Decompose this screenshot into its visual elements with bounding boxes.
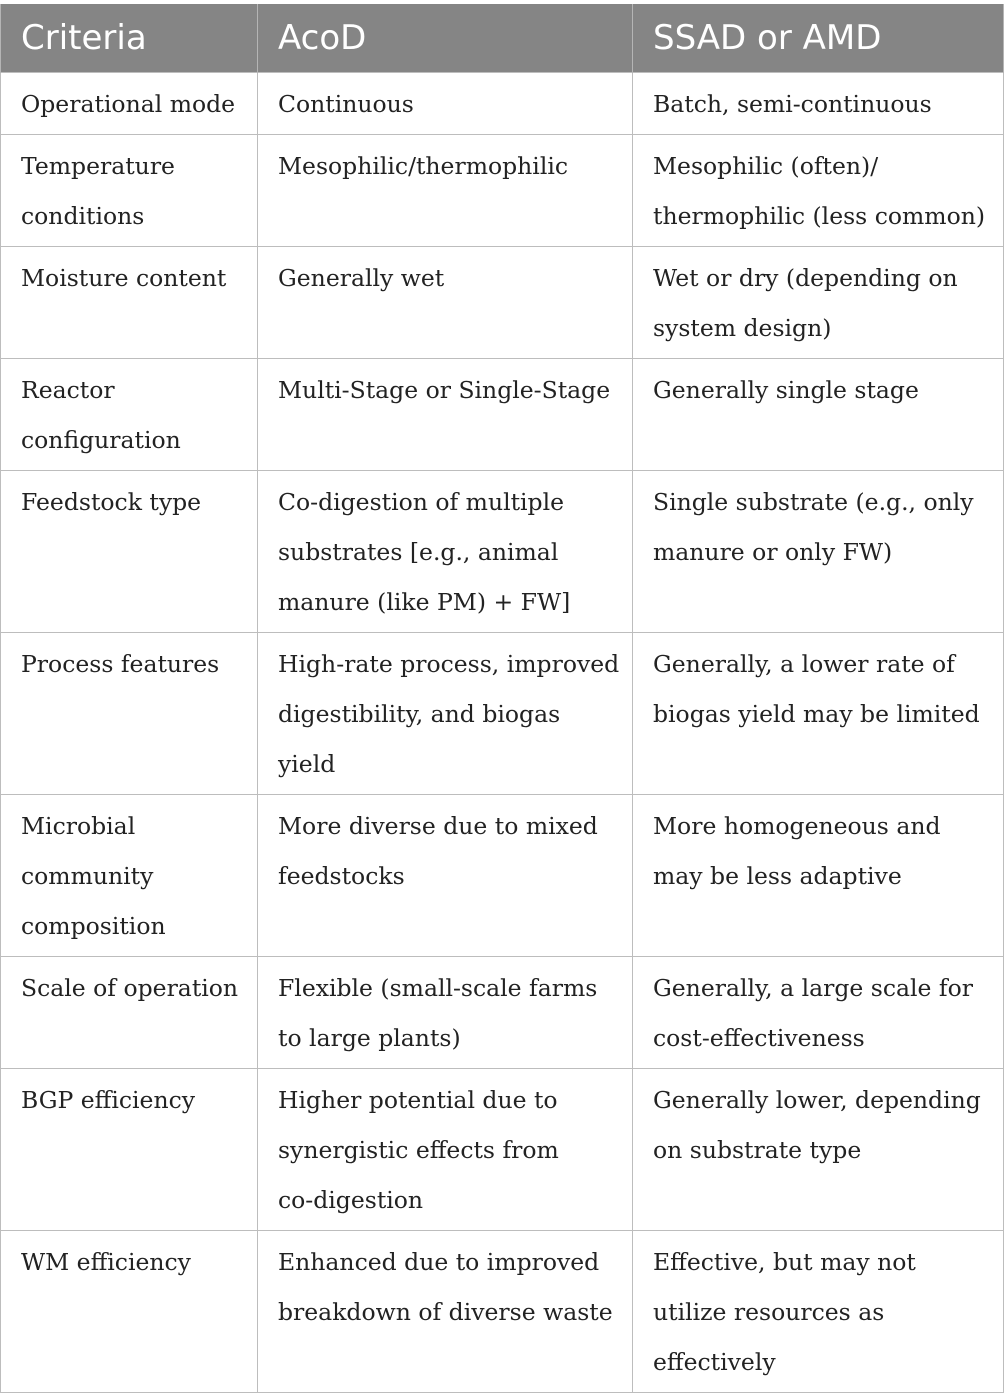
cell-line: Continuous: [278, 89, 414, 118]
cell-line: Microbial: [21, 811, 136, 840]
cell-line: community: [21, 861, 154, 890]
cell-line: Moisture content: [21, 263, 227, 292]
header-criteria: Criteria: [1, 4, 258, 72]
cell-line: Mesophilic (often)/: [653, 151, 879, 180]
cell-line: Wet or dry (depending on: [653, 263, 958, 292]
cell-acod: [258, 1230, 633, 1392]
cell-line: BGP efficiency: [21, 1085, 196, 1114]
cell-line: High-rate process, improved: [278, 649, 620, 678]
cell-line: effectively: [653, 1347, 776, 1376]
table-row: [1, 246, 1004, 358]
cell-acod: [258, 72, 633, 134]
cell-line: Multi-Stage or Single-Stage: [278, 375, 611, 404]
cell-ssad-amd: [633, 134, 1004, 246]
table-row: [1, 632, 1004, 794]
table-row: [1, 470, 1004, 632]
cell-line: Generally, a lower rate of: [653, 649, 955, 678]
cell-criteria: [1, 1068, 258, 1230]
table-row: [1, 794, 1004, 956]
table-row: [1, 1230, 1004, 1392]
cell-criteria: [1, 246, 258, 358]
header-ssad-amd: SSAD or AMD: [633, 4, 1004, 72]
cell-acod: [258, 246, 633, 358]
header-row: [1, 4, 1004, 72]
cell-line: thermophilic (less common): [653, 201, 986, 230]
cell-ssad-amd: [633, 632, 1004, 794]
cell-line: Flexible (small-scale farms: [278, 973, 598, 1002]
table-row: [1, 134, 1004, 246]
cell-line: Scale of operation: [21, 973, 239, 1002]
cell-line: Generally, a large scale for: [653, 973, 973, 1002]
comparison-table: [0, 4, 1004, 1393]
cell-line: Batch, semi-continuous: [653, 89, 932, 118]
cell-line: configuration: [21, 425, 181, 454]
cell-ssad-amd: [633, 794, 1004, 956]
cell-ssad-amd: [633, 1230, 1004, 1392]
table-row: [1, 956, 1004, 1068]
table-row: [1, 358, 1004, 470]
cell-line: to large plants): [278, 1023, 461, 1052]
cell-line: Operational mode: [21, 89, 236, 118]
table-body: [1, 72, 1004, 1392]
cell-criteria: [1, 72, 258, 134]
cell-line: Enhanced due to improved: [278, 1247, 600, 1276]
cell-line: Effective, but may not: [653, 1247, 916, 1276]
cell-acod: [258, 956, 633, 1068]
cell-acod: [258, 134, 633, 246]
cell-line: composition: [21, 911, 166, 940]
cell-line: More homogeneous and: [653, 811, 941, 840]
cell-line: More diverse due to mixed: [278, 811, 598, 840]
cell-line: Single substrate (e.g., only: [653, 487, 974, 516]
table-header: [1, 4, 1004, 72]
cell-line: utilize resources as: [653, 1297, 885, 1326]
cell-line: synergistic effects from: [278, 1135, 559, 1164]
cell-line: Generally single stage: [653, 375, 919, 404]
cell-ssad-amd: [633, 246, 1004, 358]
cell-line: Co-digestion of multiple: [278, 487, 565, 516]
cell-line: cost-effectiveness: [653, 1023, 865, 1052]
cell-ssad-amd: [633, 470, 1004, 632]
cell-line: digestibility, and biogas yield: [278, 699, 561, 778]
cell-acod: [258, 794, 633, 956]
cell-line: Process features: [21, 649, 220, 678]
cell-ssad-amd: [633, 1068, 1004, 1230]
cell-line: system design): [653, 313, 832, 342]
table-row: [1, 1068, 1004, 1230]
cell-acod: [258, 470, 633, 632]
cell-line: conditions: [21, 201, 145, 230]
cell-criteria: [1, 956, 258, 1068]
cell-line: manure (like PM) + FW]: [278, 587, 571, 616]
cell-line: Temperature: [21, 151, 175, 180]
cell-line: feedstocks: [278, 861, 405, 890]
header-acod: AcoD: [258, 4, 633, 72]
cell-line: Mesophilic/thermophilic: [278, 151, 569, 180]
cell-line: Generally lower, depending: [653, 1085, 981, 1114]
cell-line: substrates [e.g., animal: [278, 537, 559, 566]
cell-line: Higher potential due to: [278, 1085, 558, 1114]
cell-acod: [258, 632, 633, 794]
table-row: [1, 72, 1004, 134]
cell-criteria: [1, 1230, 258, 1392]
cell-acod: [258, 1068, 633, 1230]
cell-criteria: [1, 632, 258, 794]
cell-line: on substrate type: [653, 1135, 862, 1164]
cell-criteria: [1, 134, 258, 246]
cell-criteria: [1, 358, 258, 470]
cell-ssad-amd: [633, 956, 1004, 1068]
cell-line: Reactor: [21, 375, 115, 404]
cell-line: WM efficiency: [21, 1247, 191, 1276]
cell-line: manure or only FW): [653, 537, 893, 566]
cell-line: may be less adaptive: [653, 861, 902, 890]
cell-line: Generally wet: [278, 263, 445, 292]
cell-line: biogas yield may be limited: [653, 699, 980, 728]
cell-line: Feedstock type: [21, 487, 202, 516]
cell-acod: [258, 358, 633, 470]
cell-line: co-digestion: [278, 1185, 424, 1214]
cell-ssad-amd: [633, 358, 1004, 470]
cell-ssad-amd: [633, 72, 1004, 134]
cell-line: breakdown of diverse waste: [278, 1297, 613, 1326]
cell-criteria: [1, 794, 258, 956]
cell-criteria: [1, 470, 258, 632]
